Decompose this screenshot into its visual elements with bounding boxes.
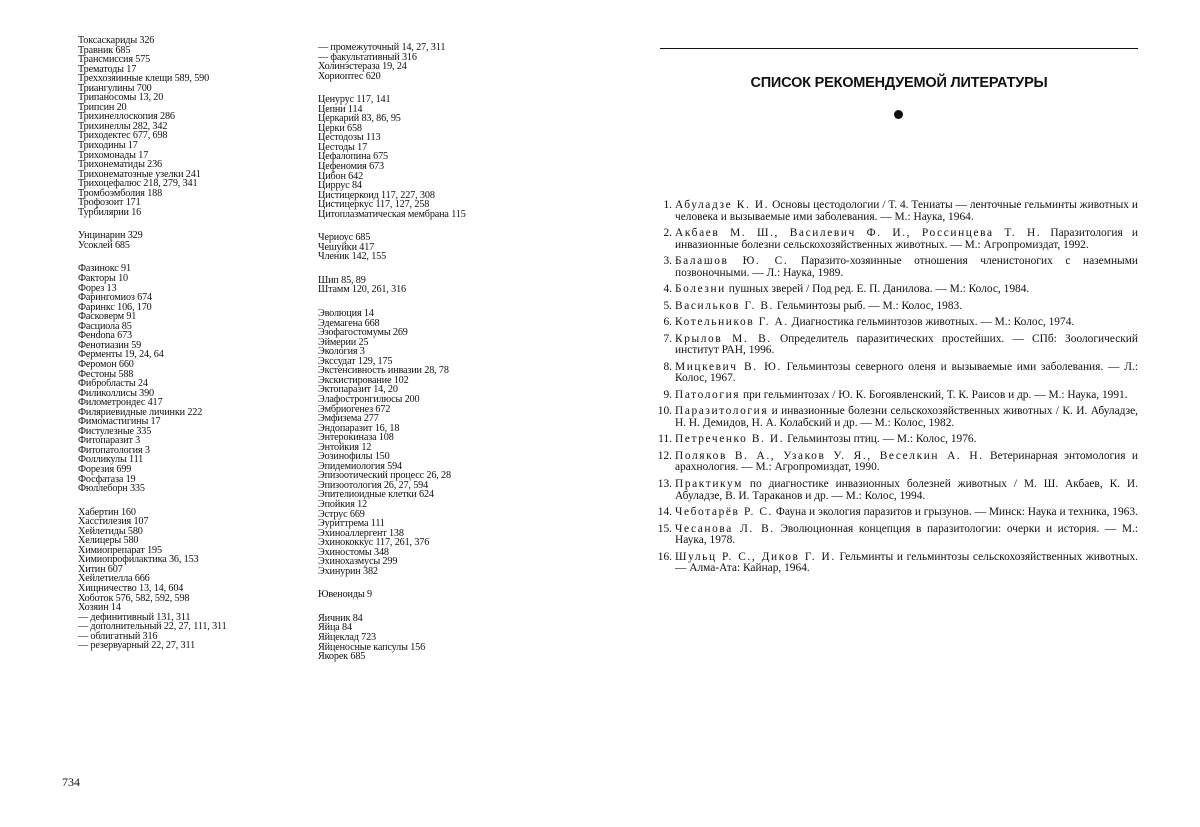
reference-item <box>650 200 1138 223</box>
reference-item <box>650 552 1138 575</box>
reference-author: Чеботарёв Р. С. <box>675 506 773 519</box>
reference-number: 4. <box>663 283 672 296</box>
index-entry: Эпойкия 12 <box>318 498 368 510</box>
index-entry: Фимомастигины 17 <box>78 416 161 428</box>
index-letter-gap <box>318 81 466 95</box>
reference-author: Патология <box>675 388 741 401</box>
index-entry: Фосфатаза 19 <box>78 473 136 485</box>
index-entry: Трихинеллы 282, 342 <box>78 120 168 132</box>
index-letter-gap <box>318 600 466 614</box>
index-entry: Эмбриогенез 672 <box>318 403 391 415</box>
index-entry: Холинэстераза 19, 24 <box>318 61 407 73</box>
index-letter-gap <box>318 295 466 309</box>
reference-item <box>650 317 1138 329</box>
index-letter-gap <box>78 217 227 231</box>
index-entry: Экология 3 <box>318 346 365 358</box>
subject-index-column-left <box>78 36 227 651</box>
reference-text: Основы цестодологии / Т. 4. Тениаты — ленточные гельминты животных и человека и вызываемые ими заболевания. — М.: Наука, 1964. <box>675 199 1138 223</box>
index-entry: Эхинококкус 117, 261, 376 <box>318 537 430 549</box>
reference-author: Абуладзе К. И. <box>675 199 770 211</box>
reference-item <box>650 284 1138 296</box>
index-entry: Хоботок 576, 582, 592, 598 <box>78 592 190 604</box>
index-entry: Экстенсивность инвазии 28, 78 <box>318 365 449 377</box>
reference-author: Котельников Г. А. <box>675 316 789 329</box>
index-entry: Яичник 84 <box>318 612 363 624</box>
reference-author: Балашов Ю. С. <box>675 255 789 268</box>
reference-item <box>650 228 1138 251</box>
reference-text: и инвазионные болезни сельскохозяйственных животных / К. И. Абуладзе, Н. Н. Демидов, Н. А. Колабский и др. — М.: Колос, 1982. <box>675 405 1138 429</box>
index-entry: Химиопрепарат 195 <box>78 544 162 556</box>
index-entry: Трипсин 20 <box>78 101 127 113</box>
index-entry: Эндопаразит 16, 18 <box>318 422 400 434</box>
index-entry: Фенdona 673 <box>78 330 133 342</box>
reference-number: 8. <box>663 360 672 373</box>
reference-number: 11. <box>658 433 672 446</box>
index-entry: Ферменты 19, 24, 64 <box>78 349 164 361</box>
index-entry: Хелицеры 580 <box>78 535 139 547</box>
reference-number: 13. <box>657 477 672 490</box>
index-entry: Церки 658 <box>318 122 362 134</box>
reference-number: 2. <box>663 227 672 240</box>
reference-number: 6. <box>663 316 672 329</box>
index-entry: Хозяин 14 <box>78 602 121 614</box>
index-entry: — промежуточный 14, 27, 311 <box>318 42 446 53</box>
index-entry: Церкарий 83, 86, 95 <box>318 113 401 125</box>
reference-text: Эволюционная концепция в паразитологии: очерки и история. — М.: Наука, 1978. <box>675 522 1138 547</box>
index-entry: Трипаносомы 13, 20 <box>78 92 164 104</box>
index-letter-gap <box>318 262 466 276</box>
index-entry: Фитопатология 3 <box>78 444 150 456</box>
index-entry: Фитопаразит 3 <box>78 435 141 447</box>
index-entry: Эктопаразит 14, 20 <box>318 384 398 396</box>
index-entry: Трихинеллоскопия 286 <box>78 111 175 123</box>
index-entry: Трансмиссия 575 <box>78 54 151 66</box>
index-letter-gap <box>318 576 466 590</box>
reference-number: 10. <box>657 405 672 418</box>
reference-text: Гельминтозы птиц. — М.: Колос, 1976. <box>784 433 977 446</box>
reference-author: Акбаев М. Ш., Василевич Ф. И., Россинцева Т. Н. <box>675 227 1042 240</box>
index-entry: Элафостронгилюсы 200 <box>318 393 420 405</box>
index-entry: Экссудат 129, 175 <box>318 355 393 367</box>
index-entry: Цефалопина 675 <box>318 151 388 163</box>
index-entry: Фибробласты 24 <box>78 378 148 390</box>
reference-author: Мицкевич В. Ю. <box>675 360 782 373</box>
index-entry: Якорек 685 <box>318 651 366 663</box>
index-entry: Фестоны 588 <box>78 368 134 380</box>
index-entry: Эпителиоидные клетки 624 <box>318 489 434 501</box>
reference-item <box>650 301 1138 313</box>
reference-number: 15. <box>657 522 672 535</box>
reference-author: Чесанова Л. В. <box>675 522 775 535</box>
index-entry: Триходектес 677, 698 <box>78 130 168 142</box>
index-entry: — облигатный 316 <box>78 630 158 642</box>
index-entry: Фюллеборн 335 <box>78 483 145 495</box>
index-letter-gap <box>78 250 227 264</box>
reference-number: 1. <box>663 199 672 211</box>
index-entry: Экскистирование 102 <box>318 374 409 386</box>
index-entry: Унцинарин 329 <box>78 230 143 242</box>
index-entry: — факультативный 316 <box>318 51 417 63</box>
index-entry: Ценурус 117, 141 <box>318 94 391 106</box>
index-entry: Эмфизема 277 <box>318 413 379 425</box>
index-entry: Фенотиазин 59 <box>78 339 142 351</box>
index-entry: Токсаскариды 326 <box>78 35 155 46</box>
index-entry: Треххозяинные клещи 589, 590 <box>78 73 210 85</box>
index-entry: Эозинофилы 150 <box>318 451 390 463</box>
reference-text: по диагностике инвазионных болезней животных / М. Ш. Акбаев, К. И. Абуладзе, В. И. Тараканов и др. — М.: Колос, 1994. <box>675 477 1138 502</box>
index-entry: Чешуйки 417 <box>318 241 375 253</box>
index-entry: Хасстилезия 107 <box>78 516 149 528</box>
reference-item <box>650 479 1138 502</box>
reference-text: Паразито-хозяинные отношения членистоногих с наземными позвоночными. — Л.: Наука, 1989. <box>675 255 1138 279</box>
reference-item <box>650 334 1138 357</box>
index-entry: Хабертин 160 <box>78 506 136 518</box>
index-entry: Фолликулы 111 <box>78 454 144 466</box>
index-entry: Членик 142, 155 <box>318 251 387 263</box>
index-entry: Яйца 84 <box>318 622 352 634</box>
index-entry: Трихонематозные узелки 241 <box>78 168 201 180</box>
index-entry: Эструс 669 <box>318 508 365 520</box>
index-entry: Филяриевидные личинки 222 <box>78 406 203 418</box>
index-entry: Травник 685 <box>78 44 131 56</box>
reference-item <box>650 362 1138 385</box>
index-entry: Цестодозы 113 <box>318 132 381 144</box>
reference-text: Гельминтозы рыб. — М.: Колос, 1983. <box>774 299 963 312</box>
reference-text: Ветеринарная энтомология и арахнология. — М.: Агропромиздат, 1990. <box>675 449 1138 474</box>
reference-text: Диагностика гельминтозов животных. — М.: Колос, 1974. <box>788 316 1075 329</box>
index-entry: Турбилярии 16 <box>78 206 142 218</box>
reference-number: 12. <box>657 449 672 462</box>
reference-item <box>650 451 1138 474</box>
index-entry: Хитин 607 <box>78 563 123 575</box>
index-entry: Тромбоэмболия 188 <box>78 187 163 199</box>
index-entry: Цибон 642 <box>318 170 364 182</box>
index-entry: Форезия 699 <box>78 463 132 475</box>
index-entry: Трематоды 17 <box>78 63 137 75</box>
literature-title: СПИСОК РЕКОМЕНДУЕМОЙ ЛИТЕРАТУРЫ <box>750 75 1048 91</box>
index-entry: Фарингомиоз 674 <box>78 292 152 304</box>
index-letter-gap <box>318 219 466 233</box>
index-entry: Эдемагена 668 <box>318 317 380 329</box>
index-entry: Яйцеклад 723 <box>318 631 376 643</box>
index-entry: Триходины 17 <box>78 140 138 152</box>
index-entry: Цепни 114 <box>318 103 363 115</box>
index-entry: — дополнительный 22, 27, 111, 311 <box>78 621 227 633</box>
reference-text: Паразитология и инвазионные болезни сельскохозяйственных животных. — М.: Агропромиздат, 1992. <box>675 227 1138 251</box>
reference-text: Гельминтозы северного оленя и вызываемые ими заболевания. — Л.: Колос, 1967. <box>675 360 1138 385</box>
index-entry: Трихомонады 17 <box>78 149 149 161</box>
reference-author: Болезни <box>675 283 726 296</box>
reference-number: 7. <box>663 332 672 345</box>
index-entry: Эуриттрема 111 <box>318 518 385 530</box>
index-entry: Факторы 10 <box>78 273 128 285</box>
reference-number: 9. <box>663 388 672 401</box>
index-entry: Цитоплазматическая мембрана 115 <box>318 208 466 220</box>
index-entry: Усоклей 685 <box>78 239 130 251</box>
index-entry: Шип 85, 89 <box>318 274 366 286</box>
index-entry: Цистицеркус 117, 127, 258 <box>318 199 430 211</box>
reference-item <box>650 256 1138 279</box>
reference-text: при гельминтозах / Ю. К. Богоявленский, Т. К. Раисов и др. — М.: Наука, 1991. <box>740 388 1128 401</box>
index-entry: — дефинитивный 131, 311 <box>78 611 191 623</box>
index-entry: Эхиностомы 348 <box>318 546 389 558</box>
index-entry: Энтерокиназа 108 <box>318 432 394 444</box>
index-entry: Феромон 660 <box>78 358 134 370</box>
index-entry: Триангулины 700 <box>78 82 152 94</box>
index-entry: Ювеноиды 9 <box>318 589 372 601</box>
index-entry: Эпизоотический процесс 26, 28 <box>318 470 451 482</box>
page-number: 734 <box>62 775 80 789</box>
reference-item <box>650 406 1138 429</box>
index-entry: Эймерии 25 <box>318 336 369 348</box>
reference-number: 5. <box>663 299 672 312</box>
index-entry: Трофозоит 171 <box>78 197 141 209</box>
index-entry: Филометрондес 417 <box>78 397 163 409</box>
index-entry: Фазинокс 91 <box>78 263 131 275</box>
index-entry: Цестоды 17 <box>318 141 368 153</box>
index-entry: Цефеномия 673 <box>318 161 384 173</box>
reference-author: Поляков В. А., Узаков У. Я., Веселкин А. Н. <box>675 449 984 462</box>
reference-number: 3. <box>663 255 672 268</box>
index-entry: Чериоус 685 <box>318 232 371 244</box>
reference-author: Васильков Г. В. <box>675 299 774 312</box>
index-entry: Эзофагостомумы 269 <box>318 327 408 339</box>
index-entry: Хейлетиелла 666 <box>78 573 150 585</box>
reference-text: Гельминты и гельминтозы сельскохозяйственных животных. — Алма-Ата: Кайнар, 1964. <box>675 550 1138 575</box>
index-entry: Фасковерм 91 <box>78 311 137 323</box>
reference-author: Шульц Р. С., Диков Г. И. <box>675 550 836 563</box>
reference-author: Паразитология <box>675 405 769 418</box>
subject-index-column-middle <box>318 43 466 662</box>
index-entry: Трихонематиды 236 <box>78 159 162 171</box>
reference-item <box>650 390 1138 402</box>
reference-text: Фауна и экология паразитов и грызунов. — Минск: Наука и техника, 1963. <box>773 506 1138 519</box>
reference-text: Определитель паразитических простейших. — СПб: Зоологический институт РАН, 1996. <box>675 332 1138 357</box>
index-entry: — резервуарный 22, 27, 311 <box>78 640 196 652</box>
header-rule <box>660 48 1138 49</box>
index-entry: Энтойкия 12 <box>318 441 372 453</box>
index-entry: Штамм 120, 261, 316 <box>318 284 406 296</box>
index-entry: Эхиноаллергент 138 <box>318 527 404 539</box>
reference-author: Практикум <box>675 477 743 490</box>
index-entry: Форез 13 <box>78 282 117 294</box>
reference-number: 14. <box>657 506 672 519</box>
index-entry: Эпизоотология 26, 27, 594 <box>318 479 429 491</box>
index-entry: Химиопрофилактика 36, 153 <box>78 554 199 566</box>
reference-author: Петреченко В. И. <box>675 433 785 446</box>
index-entry: Хориоптес 620 <box>318 70 381 82</box>
index-entry: Цистицеркоид 117, 227, 308 <box>318 189 435 201</box>
index-entry: Эхинохазмусы 299 <box>318 556 398 568</box>
reference-text: пушных зверей / Под ред. Е. П. Данилова. — М.: Колос, 1984. <box>725 283 1030 296</box>
reference-number: 16. <box>657 550 672 563</box>
index-entry: Филиколлисы 390 <box>78 387 154 399</box>
index-letter-gap <box>78 494 227 508</box>
reference-list <box>650 200 1138 580</box>
reference-author: Крылов М. В. <box>675 332 772 345</box>
index-entry: Хейлетиды 580 <box>78 525 143 537</box>
index-entry: Циррус 84 <box>318 180 362 192</box>
index-entry: Фистулезные 335 <box>78 425 152 437</box>
title-bullet-ornament <box>894 110 903 119</box>
reference-item <box>650 507 1138 519</box>
index-entry: Эхинурин 382 <box>318 565 378 577</box>
index-entry: Фаринкс 106, 170 <box>78 301 152 313</box>
reference-item <box>650 524 1138 547</box>
reference-item <box>650 434 1138 446</box>
index-entry: Эволюция 14 <box>318 308 374 320</box>
index-entry: Хищничество 13, 14, 604 <box>78 582 184 594</box>
index-entry: Яйценосные капсулы 156 <box>318 641 426 653</box>
index-entry: Фасциола 85 <box>78 320 132 332</box>
index-entry: Трихоцефалюс 218, 279, 341 <box>78 178 198 190</box>
index-entry: Эпидемиология 594 <box>318 460 402 472</box>
